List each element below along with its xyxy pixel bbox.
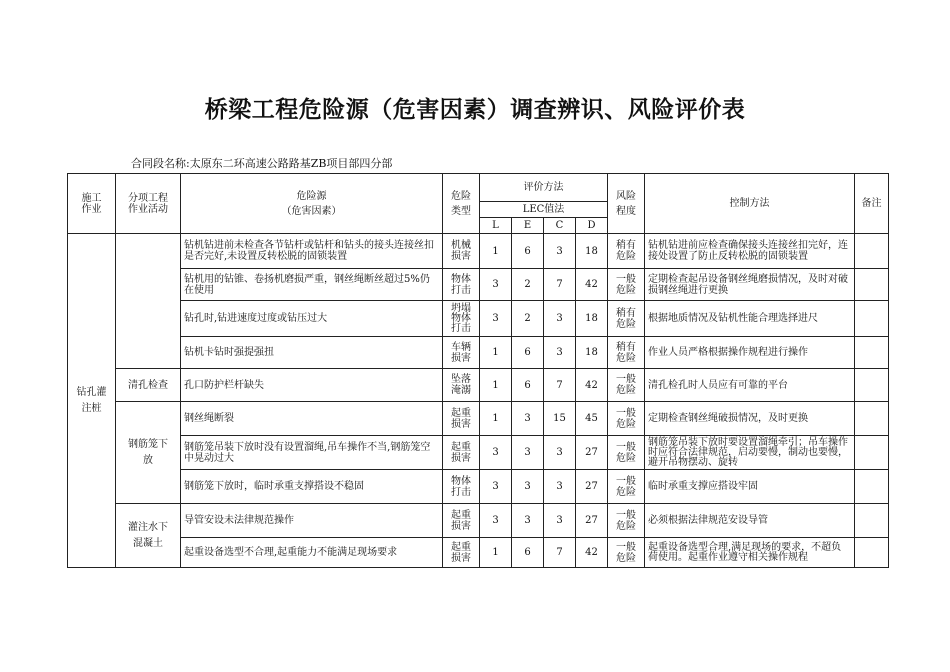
table-header-row xyxy=(68,174,889,202)
e-cell: 3 xyxy=(512,436,544,470)
d-cell: 42 xyxy=(576,538,608,568)
e-cell: 3 xyxy=(512,402,544,436)
activity-cell-clean: 清孔检查 xyxy=(116,369,181,402)
e-cell: 2 xyxy=(512,269,544,301)
remark-cell xyxy=(855,337,889,369)
control-cell: 清孔检孔时人员应有可靠的平台 xyxy=(645,369,855,402)
risk-level-cell: 稍有 危险 xyxy=(608,301,645,337)
risk-level-cell: 稍有 危险 xyxy=(608,337,645,369)
risk-level-cell: 一般 危险 xyxy=(608,538,645,568)
table-row xyxy=(68,369,889,402)
d-cell: 27 xyxy=(576,436,608,470)
hazard-type-cell: 起重 损害 xyxy=(443,538,480,568)
control-cell: 钢筋笼吊装下放时要设置溜绳牵引；吊车操作时应符合法律规范，启动要慢，制动也要慢，避开吊物摆动、旋转 xyxy=(645,436,855,470)
d-cell: 45 xyxy=(576,402,608,436)
l-cell: 3 xyxy=(480,301,512,337)
remark-cell xyxy=(855,470,889,504)
header-hazard-type: 危险 类型 xyxy=(443,174,480,234)
c-cell: 3 xyxy=(544,337,576,369)
header-eval-method: 评价方法 xyxy=(480,174,608,202)
header-sub-activity: 分项工程 作业活动 xyxy=(116,174,181,234)
e-cell: 3 xyxy=(512,504,544,538)
table-row xyxy=(68,436,889,470)
hazard-cell: 钻机钻进前未检查各节钻杆或钻杆和钻头的接头连接丝扣是否完好,未设置反转松脱的固锁装置 xyxy=(181,234,443,269)
hazard-cell: 钻机卡钻时强提强扭 xyxy=(181,337,443,369)
l-cell: 1 xyxy=(480,402,512,436)
table-row xyxy=(68,504,889,538)
table-row xyxy=(68,234,889,269)
control-cell: 钻机钻进前应检查确保接头连接丝扣完好，连接处设置了防止反转松脱的固锁装置 xyxy=(645,234,855,269)
header-construction-work: 施工 作业 xyxy=(68,174,116,234)
risk-level-cell: 一般 危险 xyxy=(608,470,645,504)
control-cell: 临时承重支撑应搭设牢固 xyxy=(645,470,855,504)
risk-level-cell: 一般 危险 xyxy=(608,402,645,436)
control-cell: 定期检查起吊设备钢丝绳磨损情况，及时对破损钢丝绳进行更换 xyxy=(645,269,855,301)
risk-level-cell: 稍有 危险 xyxy=(608,234,645,269)
hazard-cell: 导管安设未法律规范操作 xyxy=(181,504,443,538)
hazard-type-cell: 起重 损害 xyxy=(443,402,480,436)
e-cell: 6 xyxy=(512,234,544,269)
l-cell: 1 xyxy=(480,337,512,369)
table-row xyxy=(68,402,889,436)
hazard-type-cell: 物体 打击 xyxy=(443,269,480,301)
header-lec: LEC值法 xyxy=(480,202,608,218)
d-cell: 27 xyxy=(576,504,608,538)
hazard-cell: 钢筋笼吊装下放时没有设置溜绳,吊车操作不当,钢筋笼空中晃动过大 xyxy=(181,436,443,470)
remark-cell xyxy=(855,402,889,436)
table-row xyxy=(68,470,889,504)
l-cell: 3 xyxy=(480,269,512,301)
l-cell: 1 xyxy=(480,538,512,568)
activity-empty-cell xyxy=(116,234,181,369)
risk-level-cell: 一般 危险 xyxy=(608,369,645,402)
hazard-type-cell: 机械 损害 xyxy=(443,234,480,269)
construction-work-cell: 钻孔灌 注桩 xyxy=(68,234,116,568)
c-cell: 3 xyxy=(544,504,576,538)
d-cell: 18 xyxy=(576,234,608,269)
hazard-type-cell: 坠落 淹溺 xyxy=(443,369,480,402)
risk-assessment-table xyxy=(67,173,889,568)
c-cell: 3 xyxy=(544,436,576,470)
contract-section-name: 合同段名称:太原东二环高速公路路基ZB项目部四分部 xyxy=(131,157,393,170)
l-cell: 1 xyxy=(480,234,512,269)
control-cell: 根据地质情况及钻机性能合理选择进尺 xyxy=(645,301,855,337)
remark-cell xyxy=(855,269,889,301)
header-remark: 备注 xyxy=(855,174,889,234)
activity-cell-pour: 灌注水下 混凝土 xyxy=(116,504,181,568)
d-cell: 42 xyxy=(576,369,608,402)
e-cell: 6 xyxy=(512,369,544,402)
risk-level-cell: 一般 危险 xyxy=(608,504,645,538)
hazard-cell: 钻孔时,钻进速度过度或钻压过大 xyxy=(181,301,443,337)
e-cell: 6 xyxy=(512,538,544,568)
header-C: C xyxy=(544,218,576,234)
l-cell: 1 xyxy=(480,369,512,402)
d-cell: 42 xyxy=(576,269,608,301)
remark-cell xyxy=(855,504,889,538)
header-D: D xyxy=(576,218,608,234)
remark-cell xyxy=(855,436,889,470)
d-cell: 27 xyxy=(576,470,608,504)
hazard-type-cell: 起重 损害 xyxy=(443,436,480,470)
header-L: L xyxy=(480,218,512,234)
header-E: E xyxy=(512,218,544,234)
l-cell: 3 xyxy=(480,504,512,538)
c-cell: 7 xyxy=(544,269,576,301)
table-row xyxy=(68,538,889,568)
hazard-type-cell: 车辆 损害 xyxy=(443,337,480,369)
c-cell: 15 xyxy=(544,402,576,436)
hazard-cell: 起重设备选型不合理,起重能力不能满足现场要求 xyxy=(181,538,443,568)
header-control: 控制方法 xyxy=(645,174,855,234)
header-risk-level: 风险 程度 xyxy=(608,174,645,234)
remark-cell xyxy=(855,538,889,568)
table-row xyxy=(68,301,889,337)
activity-cell-cage: 钢筋笼下 放 xyxy=(116,402,181,504)
l-cell: 3 xyxy=(480,470,512,504)
hazard-type-cell: 物体 打击 xyxy=(443,470,480,504)
header-hazard: 危险源 （危害因素） xyxy=(181,174,443,234)
hazard-cell: 钢丝绳断裂 xyxy=(181,402,443,436)
risk-level-cell: 一般 危险 xyxy=(608,436,645,470)
d-cell: 18 xyxy=(576,301,608,337)
e-cell: 6 xyxy=(512,337,544,369)
e-cell: 2 xyxy=(512,301,544,337)
c-cell: 7 xyxy=(544,369,576,402)
e-cell: 3 xyxy=(512,470,544,504)
control-cell: 作业人员严格根据操作规程进行操作 xyxy=(645,337,855,369)
d-cell: 18 xyxy=(576,337,608,369)
hazard-cell: 钢筋笼下放时，临时承重支撑搭设不稳固 xyxy=(181,470,443,504)
l-cell: 3 xyxy=(480,436,512,470)
control-cell: 起重设备选型合理,满足现场的要求，不超负荷使用。起重作业遵守相关操作规程 xyxy=(645,538,855,568)
c-cell: 7 xyxy=(544,538,576,568)
table-row xyxy=(68,269,889,301)
hazard-cell: 孔口防护栏杆缺失 xyxy=(181,369,443,402)
remark-cell xyxy=(855,369,889,402)
risk-level-cell: 一般 危险 xyxy=(608,269,645,301)
hazard-type-cell: 起重 损害 xyxy=(443,504,480,538)
control-cell: 必须根据法律规范安设导管 xyxy=(645,504,855,538)
c-cell: 3 xyxy=(544,470,576,504)
c-cell: 3 xyxy=(544,234,576,269)
page-title: 桥梁工程危险源（危害因素）调查辨识、风险评价表 xyxy=(204,97,746,123)
table-row xyxy=(68,337,889,369)
remark-cell xyxy=(855,301,889,337)
hazard-cell: 钻机用的钻锥、卷扬机磨损严重，钢丝绳断丝超过5%仍在使用 xyxy=(181,269,443,301)
hazard-type-cell: 坍塌 物体 打击 xyxy=(443,301,480,337)
c-cell: 3 xyxy=(544,301,576,337)
control-cell: 定期检查钢丝绳破损情况，及时更换 xyxy=(645,402,855,436)
remark-cell xyxy=(855,234,889,269)
